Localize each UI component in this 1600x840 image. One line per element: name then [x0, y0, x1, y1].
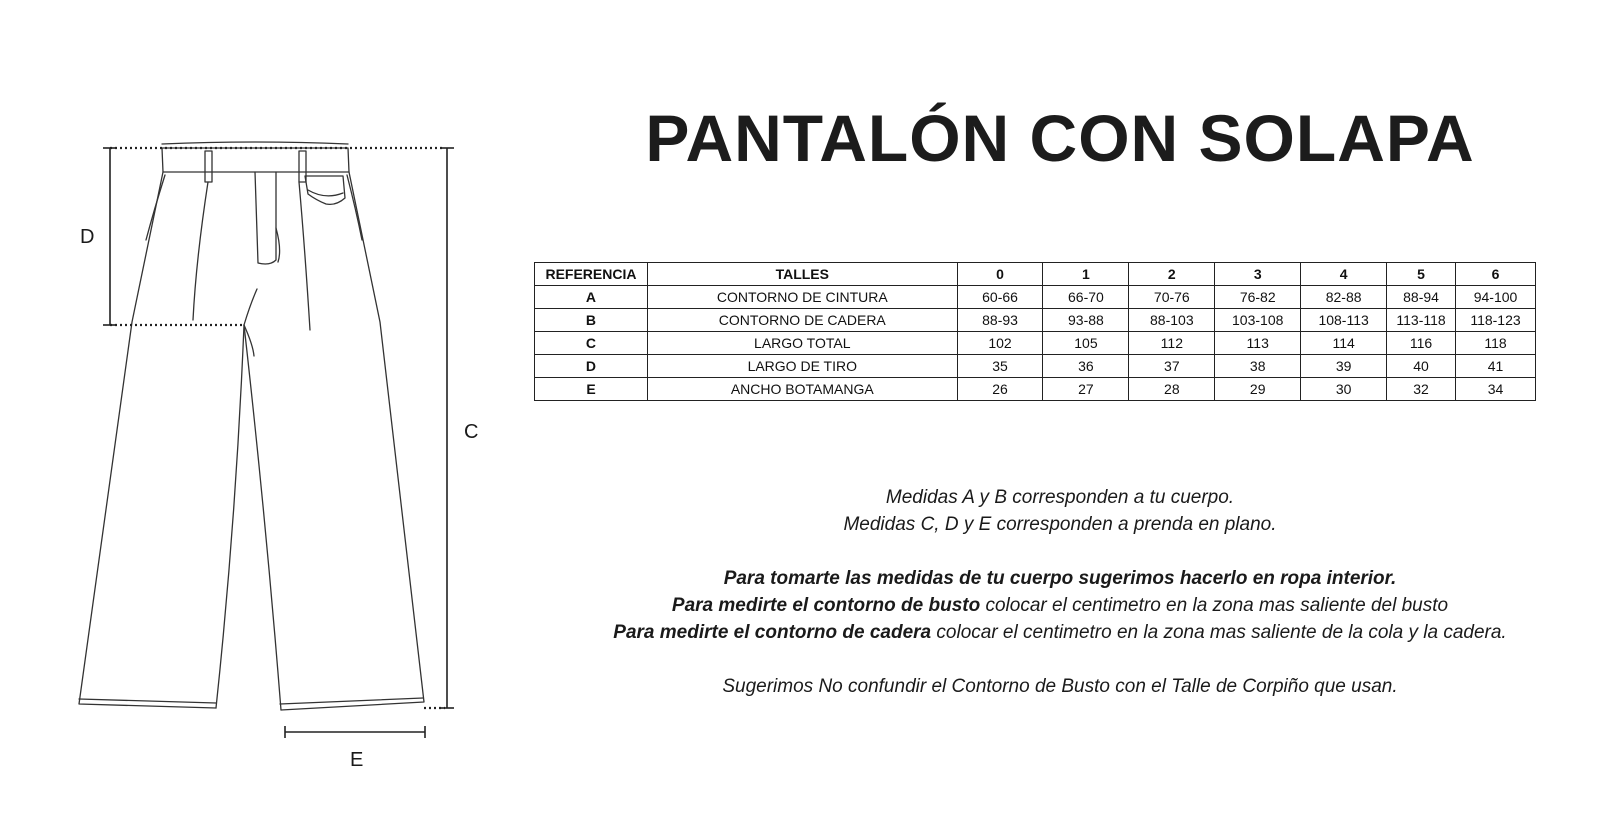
measure-name-cell: CONTORNO DE CADERA — [647, 309, 957, 332]
value-cell: 113 — [1215, 332, 1301, 355]
value-cell: 118 — [1456, 332, 1536, 355]
value-cell: 70-76 — [1129, 286, 1215, 309]
measure-name-cell: ANCHO BOTAMANGA — [647, 378, 957, 401]
measurement-notes — [530, 484, 1590, 700]
value-cell: 112 — [1129, 332, 1215, 355]
value-cell: 27 — [1043, 378, 1129, 401]
note-line: Medidas A y B corresponden a tu cuerpo. — [885, 487, 1235, 508]
table-row — [535, 355, 1536, 378]
value-cell: 82-88 — [1301, 286, 1387, 309]
value-cell: 105 — [1043, 332, 1129, 355]
table-header-row — [535, 263, 1536, 286]
ref-cell: C — [535, 332, 648, 355]
table-row — [535, 378, 1536, 401]
value-cell: 88-103 — [1129, 309, 1215, 332]
header-cell: 3 — [1215, 263, 1301, 286]
table-row — [535, 309, 1536, 332]
note-line: Medidas C, D y E corresponden a prenda en plano. — [843, 514, 1277, 535]
ref-cell: E — [535, 378, 648, 401]
value-cell: 32 — [1387, 378, 1456, 401]
value-cell: 37 — [1129, 355, 1215, 378]
page-title: PANTALÓN CON SOLAPA — [645, 101, 1475, 175]
table-row — [535, 286, 1536, 309]
note-line — [530, 565, 1590, 592]
value-cell: 35 — [957, 355, 1043, 378]
value-cell: 108-113 — [1301, 309, 1387, 332]
value-cell: 88-94 — [1387, 286, 1456, 309]
note-line — [530, 619, 1590, 646]
header-cell: 5 — [1387, 263, 1456, 286]
value-cell: 76-82 — [1215, 286, 1301, 309]
value-cell: 114 — [1301, 332, 1387, 355]
note-line — [530, 592, 1590, 619]
header-cell: REFERENCIA — [535, 263, 648, 286]
value-cell: 39 — [1301, 355, 1387, 378]
ref-cell: B — [535, 309, 648, 332]
value-cell: 118-123 — [1456, 309, 1536, 332]
dimension-label-e: E — [350, 749, 364, 771]
value-cell: 36 — [1043, 355, 1129, 378]
value-cell: 94-100 — [1456, 286, 1536, 309]
value-cell: 30 — [1301, 378, 1387, 401]
value-cell: 103-108 — [1215, 309, 1301, 332]
value-cell: 113-118 — [1387, 309, 1456, 332]
value-cell: 26 — [957, 378, 1043, 401]
size-table — [534, 262, 1536, 401]
value-cell: 41 — [1456, 355, 1536, 378]
header-cell: 4 — [1301, 263, 1387, 286]
pants-diagram — [0, 0, 520, 840]
ref-cell: D — [535, 355, 648, 378]
header-cell: 0 — [957, 263, 1043, 286]
header-cell: 2 — [1129, 263, 1215, 286]
dimension-label-c: C — [464, 421, 479, 443]
measure-name-cell: CONTORNO DE CINTURA — [647, 286, 957, 309]
note-line: Sugerimos No confundir el Contorno de Busto con el Talle de Corpiño que usan. — [722, 676, 1398, 697]
value-cell: 34 — [1456, 378, 1536, 401]
value-cell: 116 — [1387, 332, 1456, 355]
value-cell: 66-70 — [1043, 286, 1129, 309]
value-cell: 28 — [1129, 378, 1215, 401]
measure-name-cell: LARGO DE TIRO — [647, 355, 957, 378]
dimension-label-d: D — [80, 226, 95, 248]
value-cell: 38 — [1215, 355, 1301, 378]
measure-name-cell: LARGO TOTAL — [647, 332, 957, 355]
table-row — [535, 332, 1536, 355]
value-cell: 102 — [957, 332, 1043, 355]
note-text: colocar el centimetro en la zona mas saliente de la cola y la cadera. — [931, 622, 1507, 643]
header-cell: 6 — [1456, 263, 1536, 286]
header-cell: TALLES — [647, 263, 957, 286]
value-cell: 88-93 — [957, 309, 1043, 332]
ref-cell: A — [535, 286, 648, 309]
value-cell: 60-66 — [957, 286, 1043, 309]
note-text: colocar el centimetro en la zona mas saliente del busto — [980, 595, 1449, 616]
value-cell: 40 — [1387, 355, 1456, 378]
header-cell: 1 — [1043, 263, 1129, 286]
value-cell: 29 — [1215, 378, 1301, 401]
value-cell: 93-88 — [1043, 309, 1129, 332]
pants-drawing — [0, 0, 520, 840]
note-bold-text: Para medirte el contorno de busto — [671, 595, 981, 616]
note-bold-text: Para tomarte las medidas de tu cuerpo sugerimos hacerlo en ropa interior. — [723, 568, 1397, 589]
note-bold-text: Para medirte el contorno de cadera — [613, 622, 932, 643]
